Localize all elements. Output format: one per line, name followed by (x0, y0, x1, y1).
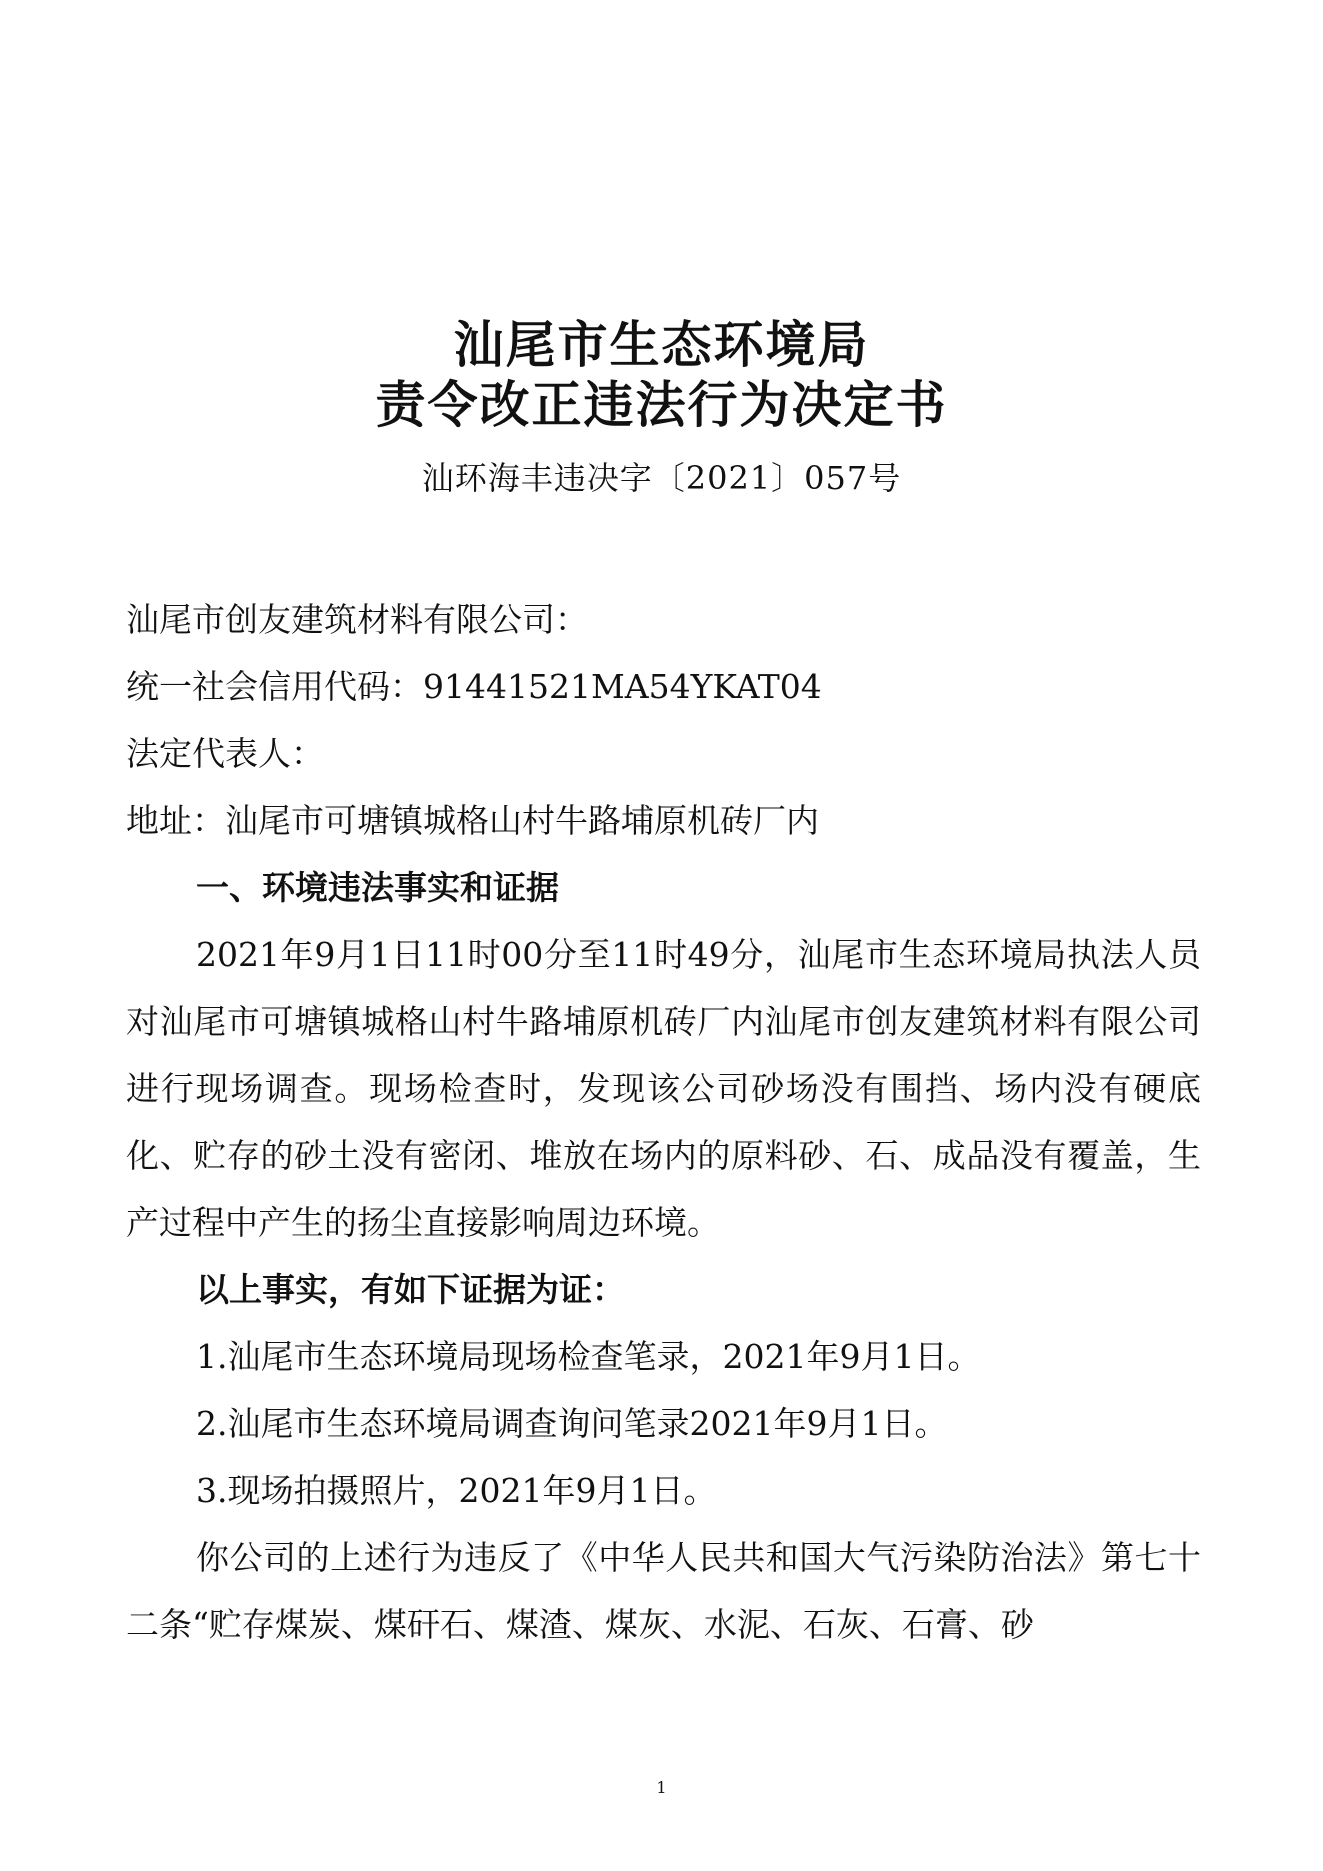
document-number: 汕环海丰违决字〔2021〕057号 (421, 459, 902, 497)
document-body (126, 586, 1201, 1658)
evidence-item: 1.汕尾市生态环境局现场检查笔录，2021年9月1日。 (196, 1337, 981, 1376)
title-line-2: 责令改正违法行为决定书 (375, 376, 948, 434)
title-line-1: 汕尾市生态环境局 (453, 316, 870, 374)
evidence-item: 3.现场拍摄照片，2021年9月1日。 (196, 1471, 717, 1510)
address: 地址：汕尾市可塘镇城格山村牛路埔原机砖厂内 (126, 801, 819, 840)
page-number: 1 (656, 1778, 667, 1797)
credit-code: 统一社会信用代码：91441521MA54YKAT04 (126, 667, 822, 706)
facts-paragraph: 2021年9月1日11时00分至11时49分，汕尾市生态环境局执法人员对汕尾市可塘镇城格山村牛路埔原机砖厂内汕尾市创友建筑材料有限公司进行现场调查。现场检查时，发现该公司砂场没有围挡、场内没有硬底化、贮存的砂土没有密闭、堆放在场内的原料砂、石、成品没有覆盖，生产过程中产生的扬尘直接影响周边环境。 (126, 935, 1201, 1242)
evidence-item: 2.汕尾市生态环境局调查询问笔录2021年9月1日。 (196, 1404, 948, 1443)
company-name: 汕尾市创友建筑材料有限公司： (126, 600, 588, 639)
legal-representative: 法定代表人： (126, 734, 324, 773)
section-heading-facts: 一、环境违法事实和证据 (196, 868, 559, 907)
evidence-heading: 以上事实，有如下证据为证： (196, 1270, 625, 1309)
violation-paragraph: 你公司的上述行为违反了《中华人民共和国大气污染防治法》第七十二条“贮存煤炭、煤矸石、煤渣、煤灰、水泥、石灰、石膏、砂 (126, 1538, 1201, 1644)
